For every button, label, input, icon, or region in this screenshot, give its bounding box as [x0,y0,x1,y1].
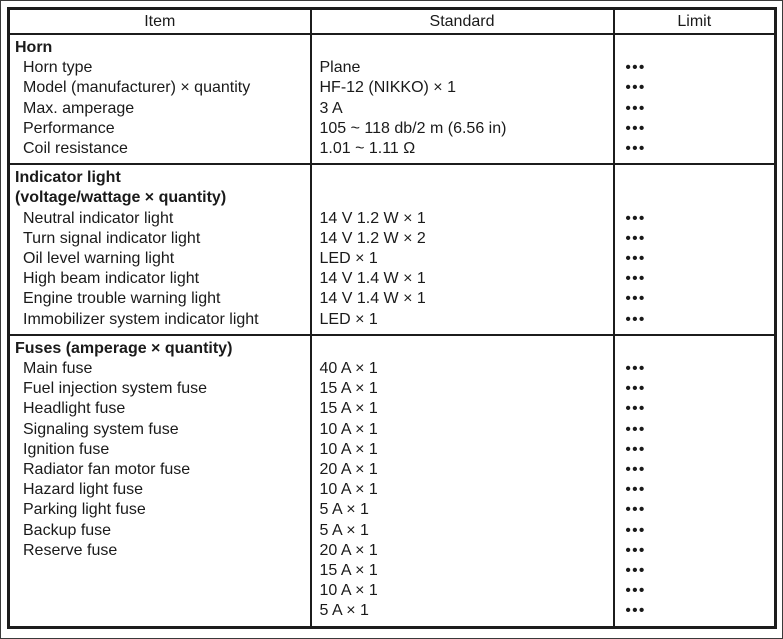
item-cell: Main fuse [9,359,311,379]
limit-dots: ••• [625,440,646,458]
limit-cell [614,379,776,399]
limit-cell [614,34,776,58]
item-cell: Radiator fan motor fuse [9,460,311,480]
limit-cell [614,139,776,164]
item-cell: Signaling system fuse [9,420,311,440]
limit-dots: ••• [625,562,646,580]
limit-cell [614,58,776,78]
limit-dots: ••• [625,310,646,328]
limit-cell [614,78,776,98]
section-title-row [9,188,776,208]
limit-cell [614,399,776,419]
spec-table [7,7,777,629]
standard-cell: 5 A × 1 [311,601,614,627]
table-row [9,521,776,541]
item-cell: Oil level warning light [9,249,311,269]
column-header-item: Item [9,9,311,35]
limit-dots: ••• [625,59,646,77]
standard-cell: 15 A × 1 [311,399,614,419]
table-row [9,310,776,335]
limit-dots: ••• [625,541,646,559]
table-row [9,440,776,460]
item-cell: Ignition fuse [9,440,311,460]
limit-cell [614,480,776,500]
standard-cell: LED × 1 [311,310,614,335]
limit-dots: ••• [625,250,646,268]
limit-cell [614,561,776,581]
limit-cell [614,310,776,335]
standard-cell: 15 A × 1 [311,561,614,581]
standard-cell: 105 ~ 118 db/2 m (6.56 in) [311,119,614,139]
item-cell: Performance [9,119,311,139]
limit-cell [614,440,776,460]
section-title-row [9,335,776,359]
limit-dots: ••• [625,99,646,117]
table-row [9,249,776,269]
table-header [9,9,776,35]
standard-cell: 20 A × 1 [311,541,614,561]
standard-cell: 10 A × 1 [311,480,614,500]
table-row [9,58,776,78]
limit-cell [614,209,776,229]
limit-dots: ••• [625,602,646,620]
limit-dots: ••• [625,481,646,499]
limit-cell [614,601,776,627]
table-row [9,581,776,601]
standard-cell: 10 A × 1 [311,581,614,601]
limit-dots: ••• [625,420,646,438]
item-cell: Reserve fuse [9,541,311,561]
column-header-limit: Limit [614,9,776,35]
standard-cell: LED × 1 [311,249,614,269]
standard-cell: 10 A × 1 [311,440,614,460]
limit-cell [614,164,776,188]
item-cell: Headlight fuse [9,399,311,419]
standard-cell: 14 V 1.2 W × 2 [311,229,614,249]
limit-cell [614,420,776,440]
limit-dots: ••• [625,582,646,600]
limit-cell [614,541,776,561]
table-row [9,420,776,440]
standard-cell: 5 A × 1 [311,500,614,520]
item-cell: Parking light fuse [9,500,311,520]
limit-cell [614,99,776,119]
limit-dots: ••• [625,270,646,288]
item-cell: Max. amperage [9,99,311,119]
limit-dots: ••• [625,380,646,398]
limit-cell [614,289,776,309]
table-row [9,99,776,119]
table-row [9,119,776,139]
table-row [9,289,776,309]
limit-dots: ••• [625,140,646,158]
table-row [9,500,776,520]
item-cell: Turn signal indicator light [9,229,311,249]
item-cell: Fuel injection system fuse [9,379,311,399]
standard-cell: 5 A × 1 [311,521,614,541]
table-row [9,480,776,500]
item-cell: Neutral indicator light [9,209,311,229]
standard-cell: Plane [311,58,614,78]
limit-dots: ••• [625,501,646,519]
item-cell: High beam indicator light [9,269,311,289]
table-row [9,209,776,229]
standard-cell: 15 A × 1 [311,379,614,399]
limit-dots: ••• [625,79,646,97]
limit-cell [614,269,776,289]
table-row [9,139,776,164]
limit-cell [614,581,776,601]
table-row [9,399,776,419]
standard-cell: HF-12 (NIKKO) × 1 [311,78,614,98]
section-title: Fuses (amperage × quantity) [9,335,311,359]
table-row [9,78,776,98]
standard-cell: 1.01 ~ 1.11 Ω [311,139,614,164]
limit-cell [614,521,776,541]
item-cell: Coil resistance [9,139,311,164]
standard-cell: 40 A × 1 [311,359,614,379]
standard-cell: 3 A [311,99,614,119]
limit-dots: ••• [625,119,646,137]
item-cell: Engine trouble warning light [9,289,311,309]
item-cell: Backup fuse [9,521,311,541]
standard-cell [311,188,614,208]
limit-cell [614,335,776,359]
item-cell: Immobilizer system indicator light [9,310,311,335]
table-row [9,359,776,379]
table-row [9,601,776,627]
header-row [9,9,776,35]
standard-cell [311,164,614,188]
section-title-row [9,164,776,188]
limit-cell [614,229,776,249]
table-section [9,164,776,335]
standard-cell: 14 V 1.2 W × 1 [311,209,614,229]
section-title-row [9,34,776,58]
standard-cell [311,335,614,359]
table-row [9,460,776,480]
standard-cell: 10 A × 1 [311,420,614,440]
limit-dots: ••• [625,360,646,378]
item-cell: Horn type [9,58,311,78]
table-row [9,269,776,289]
section-title: Indicator light [9,164,311,188]
table-section [9,335,776,627]
item-cell: Hazard light fuse [9,480,311,500]
limit-dots: ••• [625,229,646,247]
section-title: Horn [9,34,311,58]
limit-cell [614,249,776,269]
limit-dots: ••• [625,290,646,308]
standard-cell: 14 V 1.4 W × 1 [311,289,614,309]
table-section [9,34,776,164]
limit-cell [614,359,776,379]
item-cell [9,581,311,601]
table-row [9,561,776,581]
standard-cell: 20 A × 1 [311,460,614,480]
item-cell [9,561,311,581]
item-cell [9,601,311,627]
table-row [9,379,776,399]
limit-cell [614,188,776,208]
limit-dots: ••• [625,461,646,479]
table-row [9,541,776,561]
limit-cell [614,460,776,480]
limit-cell [614,500,776,520]
standard-cell: 14 V 1.4 W × 1 [311,269,614,289]
section-title: (voltage/wattage × quantity) [9,188,311,208]
column-header-standard: Standard [311,9,614,35]
limit-dots: ••• [625,521,646,539]
item-cell: Model (manufacturer) × quantity [9,78,311,98]
limit-cell [614,119,776,139]
table-row [9,229,776,249]
limit-dots: ••• [625,209,646,227]
limit-dots: ••• [625,400,646,418]
standard-cell [311,34,614,58]
